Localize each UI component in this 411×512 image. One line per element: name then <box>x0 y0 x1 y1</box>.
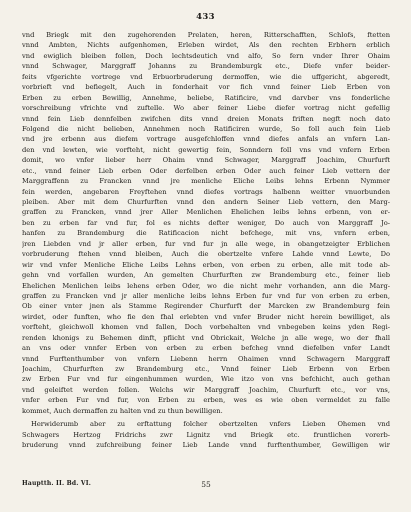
page-footer <box>22 480 390 487</box>
text-line: Joachim, Churfurften zw Brandemburg etc., Vnnd feiner Lieb Erbenn von Erben <box>22 365 390 373</box>
text-line: Herwiderumb aber zu erftattung folcher obertzelten vnfers Lieben Ohemen vnd <box>31 420 390 429</box>
text-line: vorschreibung vfrichte vnd zuftelle. Wo aber feiner Liebe diefer vortrag nicht gefellig <box>22 104 390 113</box>
text-line: fein werden, angebaren Freyftehen vnnd diefes vortrags halbenn weitter vnuorbunden <box>22 187 390 196</box>
text-line: Erben zu erben Bewillig, Annehme, beliebe, Ratificire, vnd darvber vns fonderliche <box>22 93 390 102</box>
text-line: kommet, Auch dermaffen zu halten vnd zu thun bewilligen. <box>22 406 223 415</box>
text-line: vorbrieft vnd befiegelt, Auch in fonderhait vor fich vnnd feiner Lieb Erben von <box>22 83 390 92</box>
text-line: vorfteht, gleichwoll khomen vnd fallen, Doch vorbehalten vnd vnbegeben keins yden Regi- <box>22 323 390 332</box>
signature-mark: Hauptth. II. Bd. VI. <box>22 480 91 487</box>
text-line: bruderung vnnd zufchreibung feiner Lieb Lande vnnd furftenthumber, Gewilligen wir <box>22 441 390 450</box>
text-line: vnd jre erbenn aus diefem vortrage ausgefchloffen vnnd diefes anfals an vnfern Lan- <box>22 135 390 144</box>
text-line: vnnd fein Lieb dennfelben zwifchen dits vnnd dreien Monats friften negft noch dato <box>22 114 390 123</box>
text-line: den vnd lewten, wie vorfteht, nicht gewertig fein, Sonndern foll vns vnd vnfern Erben <box>22 145 390 154</box>
text-line: vnd ewiglich bleiben follen, Doch lechtsdeutich vnd alfo, So fern vnder Ihrer Ohaim <box>22 51 390 60</box>
text-line: vorbruderung ftehen vnnd bleiben, Auch die obertzelte vnfere Lahde vnnd Lewte, Do <box>22 250 390 259</box>
text-line: feits vfgerichte vortrege vnd Erbuorbruderung dermoffen, wie die uffgericht, abgeredt, <box>22 72 390 81</box>
text-line: etc., vnnd feiner Lieb erben Oder derfelben erben Oder auch feiner Lieb vettern der <box>22 166 390 175</box>
text-line: Schwagers Hertzog Fridrichs zwr Lignitz vnd Briegk etc. fruntlichen vorerb- <box>22 430 390 439</box>
text-line: Folgend die nicht belieben, Annehmen noch Ratificiren wurde, So foll auch fein Lieb <box>22 124 390 133</box>
text-line: domit, wo vnfer lieber herr Ohaim vnnd Schwager, Marggraff Joachim, Churfurft <box>22 156 390 165</box>
footer-page-number: 55 <box>201 480 211 489</box>
text-line: wirdet, oder funften, who fie den fhal erlebten vnd vnfer Bruder nicht herein bewilliget, als <box>22 312 390 321</box>
page-number: 433 <box>196 12 215 22</box>
text-line: ben zu erben far vnd fur, fol es nichts defter weniger, Do auch von Marggraff Jo- <box>22 218 390 227</box>
text-line: wir vnd vnfer Menliche Eliche Leibs Lehns erben, von erben zu erben, alle mit tode ab- <box>22 260 390 269</box>
text-line: Ehelichen Menlichen leibs lehens erben Oder, wo die nicht mehr vorhanden, ann die Marg- <box>22 281 390 290</box>
text-line: pleiben. Aber mit dem Churfurften vnnd den andern Seiner Lieb vettern, den Marg- <box>22 198 390 206</box>
text-line: graffen zu Francken, vnnd jrer Aller Menlichen Ehelichen leibs lehns erbenn, von er- <box>22 208 390 217</box>
text-line: hanfen zu Brandemburg die Ratificacion nicht befchege, mit vns, vnfern erben, <box>22 229 390 238</box>
text-line: vnnd Furftenthumber von vnfern Liebenn herrn Ohaimen vnnd Schwagern Marggraff <box>22 354 390 363</box>
text-line: Ob einer vnter jnen als Stamme Regirender Churfurft der Marcken zw Brandemburg fein <box>22 302 390 311</box>
body-text <box>22 30 390 451</box>
text-line: renden khonigs zu Behemen dinft, pflicht vnd Obrickait, Welche jn alle wege, wo der fhall <box>22 333 390 342</box>
text-line: vnfer erben Fur vnd fur, von Erben zu erben, wes es wie oben vermeldet zu falle <box>22 396 390 405</box>
text-line: vnd geleiftet werden follen. Welchs wir Marggraff Joachim, Churfurft etc., vor vns, <box>22 385 390 394</box>
text-line: vnnd Ambten, Nichts aufgenhomen, Erleben wirdet, Als den rechten Erbhern erblich <box>22 41 390 50</box>
text-line: jren Liebden vnd jr aller erben, fur vnd fur jn alle wege, in obangetzeigter Erblichen <box>22 239 390 248</box>
text-line: vnd Briegk mit den zugehorenden Prelaten, heren, Ritterschafften, Schlofs, ftetten <box>22 31 390 39</box>
text-line: Marggraffenn zu Francken vnnd jre menliche Eliche Leibs lehns Erbenn Nymmer <box>22 177 390 186</box>
text-line: an vns oder vnnfer Erben von erben zu erben befcheg vnnd diefelben vnfer Landt <box>22 344 390 353</box>
text-line: gehn vnd vorfallen wurden, An gemelten Churfurften zw Brandemburg etc., feiner lieb <box>22 271 390 280</box>
text-line: vnnd Schwager, Marggraff Johanns zu Brandemburgk etc., Diefe vnfer beider- <box>22 62 390 71</box>
text-line: zw Erben Fur vnd fur eingenhummen wurden, Wie itzo von vns befchicht, auch gethan <box>22 375 390 384</box>
text-line: graffen zu Francken vnd jr aller menliche leibs lehns Erben fur vnd fur von erben zu erben, <box>22 291 390 300</box>
